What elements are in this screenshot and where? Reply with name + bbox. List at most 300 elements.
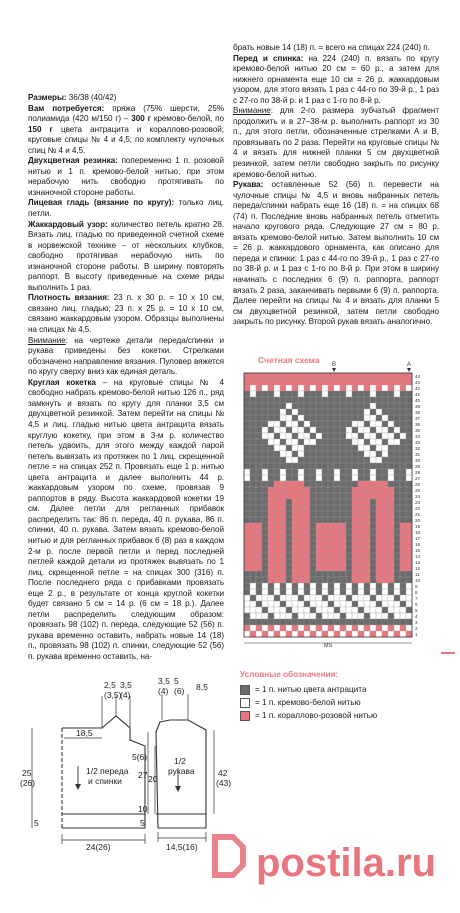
- chart-cell: [274, 511, 280, 517]
- chart-cell: [310, 403, 316, 409]
- chart-cell: [322, 553, 328, 559]
- left-col-heading: Плотность вязания:: [28, 293, 110, 303]
- chart-cell: [340, 559, 346, 565]
- chart-cell: [256, 613, 262, 619]
- chart-cell: [382, 571, 388, 577]
- chart-cell: [328, 493, 334, 499]
- chart-cell: [274, 373, 280, 379]
- chart-cell: [358, 433, 364, 439]
- chart-cell: [346, 547, 352, 553]
- chart-cell: [286, 499, 292, 505]
- chart-cell: [262, 625, 268, 631]
- chart-cell: [274, 625, 280, 631]
- chart-cell: [292, 469, 298, 475]
- chart-cell: [250, 547, 256, 553]
- chart-cell: [328, 607, 334, 613]
- chart-row-number: 3: [415, 620, 418, 625]
- chart-cell: [358, 391, 364, 397]
- chart-cell: [340, 373, 346, 379]
- chart-cell: [376, 457, 382, 463]
- chart-cell: [268, 475, 274, 481]
- chart-cell: [268, 469, 274, 475]
- chart-cell: [304, 529, 310, 535]
- chart-cell: [376, 583, 382, 589]
- chart-cell: [244, 385, 250, 391]
- chart-cell: [298, 487, 304, 493]
- chart-cell: [280, 601, 286, 607]
- legend-text-cream: = 1 п. кремово-белой нитью: [255, 698, 361, 707]
- chart-cell: [322, 577, 328, 583]
- chart-cell: [358, 601, 364, 607]
- chart-cell: [382, 583, 388, 589]
- chart-cell: [370, 631, 376, 637]
- chart-cell: [328, 397, 334, 403]
- chart-cell: [370, 571, 376, 577]
- chart-cell: [364, 421, 370, 427]
- chart-cell: [328, 445, 334, 451]
- chart-cell: [388, 391, 394, 397]
- chart-cell: [394, 379, 400, 385]
- chart-cell: [352, 559, 358, 565]
- chart-cell: [250, 607, 256, 613]
- chart-cell: [304, 421, 310, 427]
- chart-cell: [256, 385, 262, 391]
- chart-cell: [382, 553, 388, 559]
- chart-cell: [382, 415, 388, 421]
- chart-cell: [400, 553, 406, 559]
- chart-cell: [274, 499, 280, 505]
- chart-cell: [352, 571, 358, 577]
- chart-cell: [376, 493, 382, 499]
- chart-row-number: 14: [415, 554, 421, 559]
- chart-cell: [298, 601, 304, 607]
- dim-yoke-width: 18,5: [76, 728, 93, 738]
- chart-cell: [268, 559, 274, 565]
- chart-cell: [292, 487, 298, 493]
- chart-cell: [382, 613, 388, 619]
- chart-cell: [244, 613, 250, 619]
- chart-cell: [382, 475, 388, 481]
- chart-cell: [286, 379, 292, 385]
- chart-cell: [328, 427, 334, 433]
- chart-cell: [328, 541, 334, 547]
- chart-cell: [370, 451, 376, 457]
- chart-cell: [382, 541, 388, 547]
- chart-cell: [304, 427, 310, 433]
- chart-row-number: 36: [415, 422, 421, 427]
- chart-cell: [274, 487, 280, 493]
- chart-cell: [328, 391, 334, 397]
- chart-cell: [292, 421, 298, 427]
- chart-cell: [328, 385, 334, 391]
- chart-cell: [298, 433, 304, 439]
- chart-cell: [250, 403, 256, 409]
- chart-cell: [310, 469, 316, 475]
- chart-cell: [322, 541, 328, 547]
- chart-cell: [322, 385, 328, 391]
- chart-cell: [322, 481, 328, 487]
- chart-cell: [364, 595, 370, 601]
- chart-cell: [286, 523, 292, 529]
- chart-cell: [256, 541, 262, 547]
- chart-cell: [328, 439, 334, 445]
- chart-cell: [298, 529, 304, 535]
- sleeve-right-height: 42: [218, 768, 228, 778]
- chart-cell: [262, 481, 268, 487]
- chart-cell: [406, 571, 412, 577]
- chart-cell: [262, 523, 268, 529]
- chart-cell: [334, 445, 340, 451]
- chart-cell: [322, 523, 328, 529]
- chart-cell: [310, 589, 316, 595]
- chart-cell: [280, 523, 286, 529]
- chart-cell: [358, 463, 364, 469]
- chart-cell: [340, 457, 346, 463]
- chart-cell: [256, 595, 262, 601]
- chart-cell: [352, 487, 358, 493]
- decorative-dash: [441, 652, 455, 654]
- chart-cell: [352, 385, 358, 391]
- chart-cell: [286, 553, 292, 559]
- chart-cell: [250, 511, 256, 517]
- chart-cell: [382, 517, 388, 523]
- chart-cell: [406, 397, 412, 403]
- chart-cell: [322, 445, 328, 451]
- chart-cell: [304, 511, 310, 517]
- chart-cell: [268, 625, 274, 631]
- chart-cell: [292, 403, 298, 409]
- chart-cell: [340, 529, 346, 535]
- chart-cell: [370, 523, 376, 529]
- chart-cell: [316, 535, 322, 541]
- chart-cell: [262, 451, 268, 457]
- chart-cell: [310, 439, 316, 445]
- chart-cell: [352, 415, 358, 421]
- chart-cell: [298, 613, 304, 619]
- chart-cell: [370, 607, 376, 613]
- chart-cell: [250, 601, 256, 607]
- chart-cell: [274, 553, 280, 559]
- chart-cell: [358, 451, 364, 457]
- chart-cell: [340, 619, 346, 625]
- chart-cell: [310, 451, 316, 457]
- left-col-text: цвета антрацита и кораллово-розовой; круговые спицы № 4 и 4,5; по комплекту чулочных спиц № 4 и 4,5.: [28, 124, 225, 155]
- chart-cell: [364, 553, 370, 559]
- chart-cell: [280, 427, 286, 433]
- chart-cell: [256, 409, 262, 415]
- chart-cell: [256, 481, 262, 487]
- chart-cell: [268, 385, 274, 391]
- chart-cell: [346, 565, 352, 571]
- chart-row-number: 22: [415, 506, 421, 511]
- legend-item-anthracite: [240, 684, 377, 696]
- sleeve-side-a: 10: [138, 804, 148, 814]
- chart-cell: [310, 433, 316, 439]
- chart-cell: [352, 421, 358, 427]
- sleeve-left-height: 27: [138, 770, 148, 780]
- chart-cell: [370, 433, 376, 439]
- chart-cell: [382, 409, 388, 415]
- chart-cell: [256, 457, 262, 463]
- chart-cell: [298, 469, 304, 475]
- chart-cell: [388, 403, 394, 409]
- chart-cell: [244, 445, 250, 451]
- left-col-heading: Вам потребуется:: [28, 103, 105, 113]
- chart-cell: [244, 619, 250, 625]
- chart-cell: [322, 607, 328, 613]
- chart-cell: [382, 565, 388, 571]
- chart-cell: [310, 553, 316, 559]
- chart-cell: [310, 415, 316, 421]
- chart-cell: [286, 481, 292, 487]
- chart-cell: [244, 601, 250, 607]
- chart-cell: [358, 583, 364, 589]
- chart-cell: [370, 553, 376, 559]
- chart-cell: [382, 511, 388, 517]
- chart-cell: [262, 409, 268, 415]
- chart-cell: [310, 409, 316, 415]
- chart-cell: [376, 439, 382, 445]
- chart-cell: [274, 595, 280, 601]
- chart-cell: [250, 577, 256, 583]
- chart-cell: [244, 589, 250, 595]
- chart-cell: [400, 631, 406, 637]
- chart-cell: [280, 607, 286, 613]
- chart-cell: [340, 379, 346, 385]
- chart-cell: [340, 481, 346, 487]
- chart-cell: [364, 523, 370, 529]
- chart-cell: [370, 481, 376, 487]
- chart-marker-a-arrow: [407, 368, 411, 372]
- chart-cell: [250, 529, 256, 535]
- chart-cell: [364, 463, 370, 469]
- chart-cell: [268, 463, 274, 469]
- chart-cell: [358, 457, 364, 463]
- chart-cell: [364, 451, 370, 457]
- chart-cell: [250, 433, 256, 439]
- chart-cell: [274, 457, 280, 463]
- chart-cell: [406, 577, 412, 583]
- chart-cell: [268, 451, 274, 457]
- chart-cell: [280, 421, 286, 427]
- chart-cell: [358, 541, 364, 547]
- chart-cell: [322, 589, 328, 595]
- chart-cell: [394, 385, 400, 391]
- chart-cell: [268, 445, 274, 451]
- chart-cell: [334, 613, 340, 619]
- chart-cell: [334, 547, 340, 553]
- chart-cell: [388, 499, 394, 505]
- chart-cell: [364, 631, 370, 637]
- chart-cell: [304, 379, 310, 385]
- chart-cell: [364, 547, 370, 553]
- legend-text-coral: = 1 п. кораллово-розовой нитью: [255, 711, 378, 720]
- sleeve-dim-d: (6): [174, 686, 185, 696]
- chart-cell: [310, 421, 316, 427]
- chart-cell: [322, 595, 328, 601]
- chart-cell: [322, 535, 328, 541]
- chart-cell: [316, 421, 322, 427]
- chart-row-number: 5: [415, 608, 418, 613]
- chart-cell: [292, 451, 298, 457]
- chart-cell: [394, 583, 400, 589]
- chart-cell: [340, 523, 346, 529]
- chart-cell: [316, 415, 322, 421]
- sleeve-dim-e: 8,5: [196, 682, 208, 692]
- chart-cell: [358, 547, 364, 553]
- chart-cell: [250, 481, 256, 487]
- chart-cell: [406, 409, 412, 415]
- chart-cell: [322, 487, 328, 493]
- chart-cell: [388, 427, 394, 433]
- chart-cell: [370, 385, 376, 391]
- chart-cell: [346, 601, 352, 607]
- chart-row-number: 18: [415, 530, 421, 535]
- chart-cell: [244, 535, 250, 541]
- chart-cell: [376, 427, 382, 433]
- chart-row-number: 37: [415, 416, 421, 421]
- chart-cell: [370, 493, 376, 499]
- chart-cell: [406, 601, 412, 607]
- chart-cell: [280, 433, 286, 439]
- chart-cell: [298, 373, 304, 379]
- chart-cell: [328, 583, 334, 589]
- chart-cell: [274, 451, 280, 457]
- chart-cell: [394, 415, 400, 421]
- chart-cell: [376, 415, 382, 421]
- chart-cell: [352, 451, 358, 457]
- chart-cell: [382, 631, 388, 637]
- chart-cell: [334, 463, 340, 469]
- chart-cell: [364, 493, 370, 499]
- chart-cell: [382, 625, 388, 631]
- chart-cell: [406, 613, 412, 619]
- chart-cell: [268, 577, 274, 583]
- chart-cell: [406, 619, 412, 625]
- chart-cell: [286, 409, 292, 415]
- chart-cell: [250, 535, 256, 541]
- postila-watermark[interactable]: [0, 818, 460, 908]
- chart-cell: [322, 451, 328, 457]
- chart-cell: [388, 601, 394, 607]
- chart-cell: [352, 403, 358, 409]
- chart-cell: [250, 391, 256, 397]
- chart-cell: [406, 625, 412, 631]
- chart-cell: [322, 409, 328, 415]
- chart-cell: [376, 385, 382, 391]
- chart-cell: [394, 403, 400, 409]
- chart-cell: [376, 463, 382, 469]
- chart-cell: [406, 547, 412, 553]
- chart-cell: [316, 601, 322, 607]
- chart-cell: [292, 631, 298, 637]
- chart-cell: [406, 631, 412, 637]
- left-col-paragraph: [28, 156, 224, 198]
- chart-cell: [358, 577, 364, 583]
- chart-cell: [340, 439, 346, 445]
- chart-cell: [256, 397, 262, 403]
- chart-cell: [394, 469, 400, 475]
- chart-cell: [346, 613, 352, 619]
- chart-cell: [268, 571, 274, 577]
- chart-cell: [316, 541, 322, 547]
- chart-cell: [244, 559, 250, 565]
- chart-cell: [298, 439, 304, 445]
- chart-cell: [256, 469, 262, 475]
- chart-cell: [388, 385, 394, 391]
- chart-cell: [262, 565, 268, 571]
- chart-cell: [286, 619, 292, 625]
- chart-cell: [304, 559, 310, 565]
- chart-cell: [352, 505, 358, 511]
- chart-cell: [256, 547, 262, 553]
- chart-cell: [394, 553, 400, 559]
- chart-cell: [406, 469, 412, 475]
- chart-cell: [280, 439, 286, 445]
- chart-cell: [268, 415, 274, 421]
- chart-cell: [328, 595, 334, 601]
- chart-row-number: 30: [415, 458, 421, 463]
- chart-cell: [340, 409, 346, 415]
- chart-cell: [334, 487, 340, 493]
- chart-cell: [316, 457, 322, 463]
- chart-cell: [346, 505, 352, 511]
- chart-cell: [364, 583, 370, 589]
- chart-cell: [262, 631, 268, 637]
- chart-cell: [262, 517, 268, 523]
- chart-cell: [310, 541, 316, 547]
- chart-cell: [250, 631, 256, 637]
- chart-cell: [250, 469, 256, 475]
- dim-right-height: 20: [148, 774, 158, 784]
- chart-cell: [394, 631, 400, 637]
- chart-cell: [352, 463, 358, 469]
- chart-cell: [370, 391, 376, 397]
- chart-cell: [298, 553, 304, 559]
- chart-cell: [400, 481, 406, 487]
- chart-cell: [352, 583, 358, 589]
- chart-cell: [406, 523, 412, 529]
- chart-row-number: 17: [415, 536, 421, 541]
- chart-cell: [376, 577, 382, 583]
- chart-cell: [244, 379, 250, 385]
- chart-cell: [262, 391, 268, 397]
- chart-cell: [280, 625, 286, 631]
- chart-cell: [388, 493, 394, 499]
- chart-cell: [298, 403, 304, 409]
- legend-title: Условные обозначения:: [240, 670, 339, 679]
- chart-row-number: 25: [415, 488, 421, 493]
- chart-cell: [274, 463, 280, 469]
- chart-cell: [286, 511, 292, 517]
- chart-cell: [370, 541, 376, 547]
- chart-row-number: 28: [415, 470, 421, 475]
- left-col-note-label: Внимание: [28, 335, 66, 345]
- chart-cell: [388, 553, 394, 559]
- chart-cell: [280, 493, 286, 499]
- chart-cell: [400, 373, 406, 379]
- chart-cell: [256, 565, 262, 571]
- chart-cell: [280, 577, 286, 583]
- chart-cell: [394, 619, 400, 625]
- chart-cell: [382, 487, 388, 493]
- chart-cell: [268, 595, 274, 601]
- sleeve-dim-b: (4): [158, 686, 169, 696]
- chart-cell: [358, 535, 364, 541]
- chart-cell: [382, 559, 388, 565]
- chart-cell: [388, 397, 394, 403]
- dim-top-d: (4): [120, 690, 131, 700]
